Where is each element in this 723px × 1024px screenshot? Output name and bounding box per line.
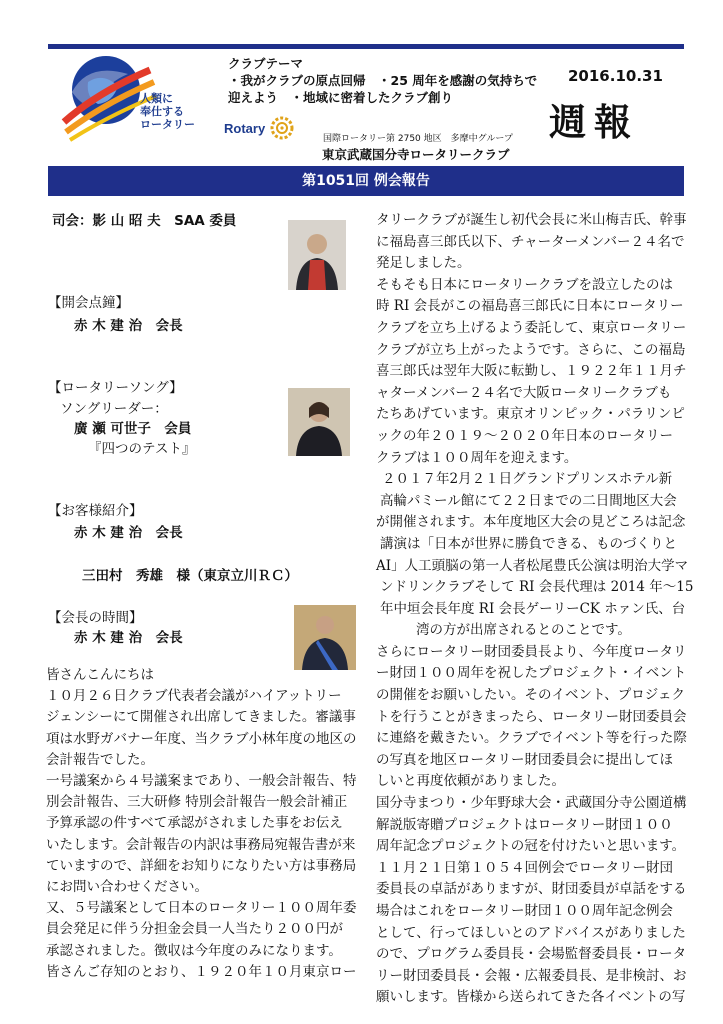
body-line: 会計報告でした。	[46, 751, 154, 768]
body-line: トを行うことがきまったら、ロータリー財団委員会	[376, 708, 687, 725]
body-line: 員会発足に伴う分担金会員一人当たり２００円が	[46, 921, 343, 938]
guest-person: 赤 木 建 治 会長	[74, 525, 183, 541]
club-name: 東京武蔵国分寺ロータリークラブ	[322, 147, 510, 162]
theme-line-2: 迎えよう ・地域に密着したクラブ創り	[228, 90, 454, 105]
person-photo-icon	[288, 388, 350, 456]
body-line: 湾の方が出席されるとのことです。	[416, 622, 631, 639]
president-heading: 【会長の時間】	[48, 610, 143, 626]
body-line: ジェンシーにて開催され出席してきました。審議事	[46, 709, 356, 726]
body-line: AI」人工頭脳の第一人者松尾豊氏公演は明治大学マ	[376, 557, 689, 574]
tagline-line-2: 奉仕する	[140, 105, 184, 118]
club-theme	[228, 55, 537, 106]
theme-line-1: ・我がクラブの原点回帰 ・25 周年を感謝の気持ちで	[228, 73, 538, 88]
body-line: クラブは１００周年を迎えます。	[376, 449, 578, 466]
body-line: そもそも日本にロータリークラブを設立したのは	[376, 276, 673, 293]
photo-president	[294, 605, 356, 670]
guest-heading: 【お客様紹介】	[48, 503, 143, 519]
body-line: ンドリンクラブそして RI 会長代理は 2014 年～15	[380, 579, 694, 596]
body-line: 別会計報告、三大研修 特別会計報告一般会計補正	[46, 794, 348, 811]
body-line: さらにロータリー財団委員長より、今年度ロータリ	[376, 643, 687, 660]
body-line: 場合はこれをロータリー財団１００周年記念例会	[376, 903, 673, 919]
rotary-wordmark: Rotary	[224, 121, 266, 136]
body-line: 周年記念プロジェクトの冠を付けたいと思います。	[376, 838, 686, 855]
section-banner: 第1051回 例会報告	[48, 166, 684, 196]
body-line: ャターメンバー２４名で大阪ロータリークラブも	[376, 384, 672, 401]
song-leader: 廣 瀬 可世子 会員	[74, 421, 192, 437]
page-title: 週報	[549, 101, 639, 144]
body-line: 又、５号議案として日本のロータリー１００周年委	[46, 900, 357, 917]
body-line: として、行ってほしいとのアドバイスがありました	[376, 924, 686, 941]
body-line: 解説版寄贈プロジェクトはロータリー財団１００	[376, 816, 673, 833]
photo-mc	[288, 220, 346, 290]
person-photo-icon	[294, 605, 356, 670]
body-line: 発足しました。	[376, 255, 471, 272]
body-line: ー財団１００周年を祝したプロジェクト・イベント	[376, 665, 687, 682]
song-leader-label: ソングリーダー：	[60, 401, 168, 417]
body-line: １０月２６日クラブ代表者会議がハイアットリー	[46, 688, 342, 705]
right-column-text	[376, 210, 694, 1009]
body-line: 国分寺まつり・少年野球大会・武蔵国分寺公園道構	[376, 795, 687, 812]
body-line: 高輪パミール館にて２２日までの二日間地区大会	[380, 492, 677, 509]
body-line: 承認されました。徴収は今年度のみになります。	[46, 942, 342, 959]
song-title: 『四つのテスト』	[88, 441, 196, 457]
body-line: 項は水野ガバナー年度、当クラブ小林年度の地区の	[46, 730, 357, 747]
person-photo-icon	[288, 220, 346, 290]
body-line: 喜三郎氏は翌年大阪に転勤し、１９２２年１１月チ	[376, 363, 687, 380]
body-line: ので、プログラム委員長・会場監督委員長・ロータ	[376, 946, 687, 963]
body-line: 皆さんこんにちは	[46, 667, 154, 683]
rotary-wheel-icon	[270, 116, 294, 140]
body-line: たちあげています。東京オリンピック・パラリンピ	[376, 406, 685, 423]
district-label: 国際ロータリー第 2750 地区 多摩中グループ	[323, 134, 513, 144]
body-line: 年中垣会長年度 RI 会長ゲーリーCK ホァン氏、台	[380, 600, 686, 617]
body-line: ックの年２０１９～２０２０年日本のロータリー	[376, 427, 673, 444]
body-line: クラブが立ち上がったようです。さらに、この福島	[376, 341, 686, 358]
body-line: 一号議案から４号議案まであり、一般会計報告、特	[46, 773, 357, 790]
body-line: クラブを立ち上げるよう委託して、東京ロータリー	[376, 319, 687, 336]
body-line: に福島喜三郎氏以下、チャーターメンバー２４名で	[376, 233, 685, 250]
body-line: にお問い合わせください。	[46, 879, 208, 896]
body-line: ていますので、詳細をお知りになりたい方は事務局	[46, 857, 357, 874]
body-line: しいと再度依頼がありました。	[376, 773, 565, 790]
issue-date: 2016.10.31	[568, 67, 663, 85]
body-line: の開催をお願いしたい。そのイベント、プロジェク	[376, 687, 686, 704]
theme-label: クラブテーマ	[228, 56, 304, 71]
guest-name: 三田村 秀雄 様（東京立川ＲＣ）	[82, 568, 298, 584]
mc-line: 司会：影 山 昭 夫 SAA 委員	[52, 213, 237, 229]
body-line: 委員長の卓話がありますが、財団委員が卓話をする	[376, 881, 687, 898]
tagline-line-3: ロータリー	[140, 118, 195, 131]
body-line: が開催されます。本年度地区大会の見どころは記念	[376, 514, 686, 531]
tagline-line-1: 人類に	[140, 92, 173, 105]
top-rule	[48, 44, 684, 49]
body-line: 講演は「日本が世界に勝負できる、ものづくりと	[380, 535, 677, 552]
body-line: リー財団委員長・会報・広報委員長、是非検討、お	[376, 967, 687, 984]
logo-tagline	[140, 92, 195, 131]
photo-song-leader	[288, 388, 350, 456]
body-line: １１月２１日第１０５４回例会でロータリー財団	[376, 859, 673, 876]
opening-person: 赤 木 建 治 会長	[74, 318, 183, 334]
president-person: 赤 木 建 治 会長	[74, 630, 183, 646]
body-line: ２０１７年2月２１日グランドプリンスホテル新	[382, 471, 673, 488]
body-line: タリークラブが誕生し初代会長に米山梅吉氏、幹事	[376, 212, 687, 228]
body-line: 予算承認の件すべて承認がされました事をお伝え	[46, 815, 343, 832]
body-line: に連絡を戴きたい。クラブでイベント等を行った際	[376, 730, 687, 747]
body-line: 時 RI 会長がこの福島喜三郎氏に日本にロータリー	[376, 298, 684, 315]
opening-heading: 【開会点鐘】	[48, 295, 129, 311]
body-line: 皆さんご存知のとおり、１９２０年１０月東京ロー	[46, 963, 357, 980]
body-line: の写真を地区ロータリー財団委員会に提出してほ	[376, 751, 673, 768]
song-heading: 【ロータリーソング】	[48, 380, 183, 396]
president-remarks	[46, 665, 356, 983]
body-line: いたします。会計報告の内訳は事務局宛報告書が来	[46, 836, 356, 853]
body-line: 願いします。皆様から送られてきた各イベントの写	[376, 989, 686, 1006]
